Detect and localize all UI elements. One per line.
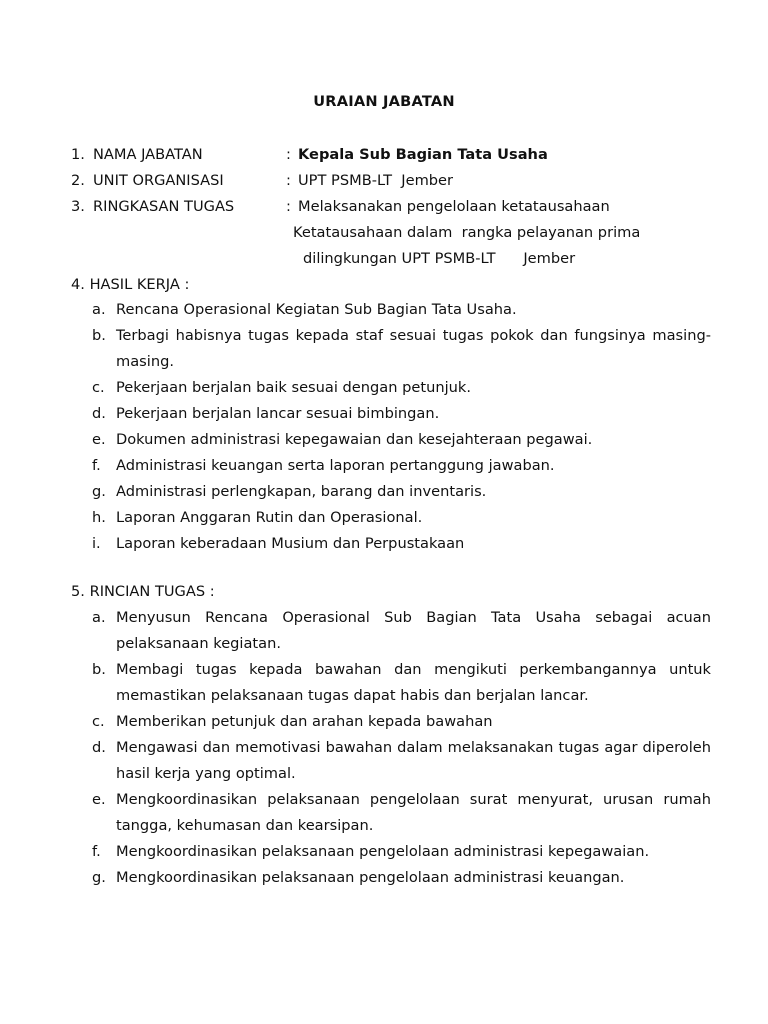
- list-item: [0, 531, 768, 557]
- list-text: Memberikan petunjuk dan arahan kepada bawahan: [116, 713, 493, 730]
- list-marker: c.: [92, 379, 105, 396]
- list-item: [0, 427, 768, 453]
- ringkasan-continuation-1: [0, 222, 768, 244]
- list-text: Membagi tugas kepada bawahan dan mengikuti perkembangannya untuk memastikan pelaksanaan tugas dapat habis dan berjalan lancar.: [116, 661, 711, 704]
- item-number: 1.: [71, 146, 85, 163]
- list-text: Mengawasi dan memotivasi bawahan dalam melaksanakan tugas agar diperoleh hasil kerja yang optimal.: [116, 739, 711, 782]
- list-marker: e.: [92, 791, 106, 808]
- list-item: [0, 657, 768, 709]
- list-marker: b.: [92, 661, 106, 678]
- list-text: Mengkoordinasikan pelaksanaan pengelolaan administrasi kepegawaian.: [116, 843, 650, 860]
- list-text: Administrasi keuangan serta laporan pertanggung jawaban.: [116, 457, 555, 474]
- section-heading: 5. RINCIAN TUGAS :: [71, 583, 215, 600]
- header-row-ringkasan-tugas: [0, 196, 768, 218]
- list-text: Pekerjaan berjalan baik sesuai dengan petunjuk.: [116, 379, 471, 396]
- item-number: 3.: [71, 198, 85, 215]
- list-marker: f.: [92, 843, 101, 860]
- item-label: UNIT ORGANISASI: [93, 172, 224, 189]
- header-row-unit-organisasi: [0, 170, 768, 192]
- list-text: Menyusun Rencana Operasional Sub Bagian Tata Usaha sebagai acuan pelaksanaan kegiatan.: [116, 609, 711, 652]
- list-marker: b.: [92, 327, 106, 344]
- item-value: Melaksanakan pengelolaan ketatausahaan: [298, 198, 610, 215]
- list-item: [0, 865, 768, 891]
- ringkasan-continuation-2: [0, 248, 768, 270]
- section-4-heading-row: [0, 274, 768, 296]
- list-marker: a.: [92, 609, 106, 626]
- list-text: Mengkoordinasikan pelaksanaan pengelolaan surat menyurat, urusan rumah tangga, kehumasan dan kearsipan.: [116, 791, 711, 834]
- list-text: Terbagi habisnya tugas kepada staf sesuai tugas pokok dan fungsinya masing-masing.: [116, 327, 711, 370]
- list-item: [0, 323, 768, 375]
- list-item: [0, 605, 768, 657]
- list-item: [0, 839, 768, 865]
- item-number: 2.: [71, 172, 85, 189]
- continuation-text: dilingkungan UPT PSMB-LT Jember: [303, 250, 576, 267]
- list-marker: i.: [92, 535, 101, 552]
- item-value: Kepala Sub Bagian Tata Usaha: [298, 146, 548, 163]
- list-marker: d.: [92, 739, 106, 756]
- list-marker: c.: [92, 713, 105, 730]
- list-item: [0, 375, 768, 401]
- item-colon: :: [286, 172, 291, 189]
- header-row-nama-jabatan: [0, 144, 768, 166]
- section-heading: 4. HASIL KERJA :: [71, 276, 190, 293]
- document-title: URAIAN JABATAN: [313, 93, 455, 110]
- hasil-kerja-list: [0, 297, 768, 557]
- list-text: Dokumen administrasi kepegawaian dan kesejahteraan pegawai.: [116, 431, 593, 448]
- list-marker: e.: [92, 431, 106, 448]
- list-text: Administrasi perlengkapan, barang dan inventaris.: [116, 483, 487, 500]
- rincian-tugas-list: [0, 605, 768, 891]
- list-text: Rencana Operasional Kegiatan Sub Bagian Tata Usaha.: [116, 301, 517, 318]
- continuation-text: Ketatausahaan dalam rangka pelayanan prima: [293, 224, 641, 241]
- list-item: [0, 297, 768, 323]
- list-marker: a.: [92, 301, 106, 318]
- list-item: [0, 505, 768, 531]
- item-value: UPT PSMB-LT Jember: [298, 172, 454, 189]
- item-label: RINGKASAN TUGAS: [93, 198, 235, 215]
- list-item: [0, 401, 768, 427]
- list-text: Laporan Anggaran Rutin dan Operasional.: [116, 509, 423, 526]
- item-label: NAMA JABATAN: [93, 146, 203, 163]
- list-text: Laporan keberadaan Musium dan Perpustakaan: [116, 535, 465, 552]
- list-text: Mengkoordinasikan pelaksanaan pengelolaan administrasi keuangan.: [116, 869, 625, 886]
- list-marker: g.: [92, 483, 106, 500]
- list-item: [0, 735, 768, 787]
- list-item: [0, 787, 768, 839]
- list-item: [0, 479, 768, 505]
- list-item: [0, 709, 768, 735]
- item-colon: :: [286, 146, 291, 163]
- item-colon: :: [286, 198, 291, 215]
- section-5-heading-row: [0, 581, 768, 603]
- list-marker: h.: [92, 509, 106, 526]
- list-marker: d.: [92, 405, 106, 422]
- list-marker: f.: [92, 457, 101, 474]
- list-item: [0, 453, 768, 479]
- list-text: Pekerjaan berjalan lancar sesuai bimbingan.: [116, 405, 440, 422]
- list-marker: g.: [92, 869, 106, 886]
